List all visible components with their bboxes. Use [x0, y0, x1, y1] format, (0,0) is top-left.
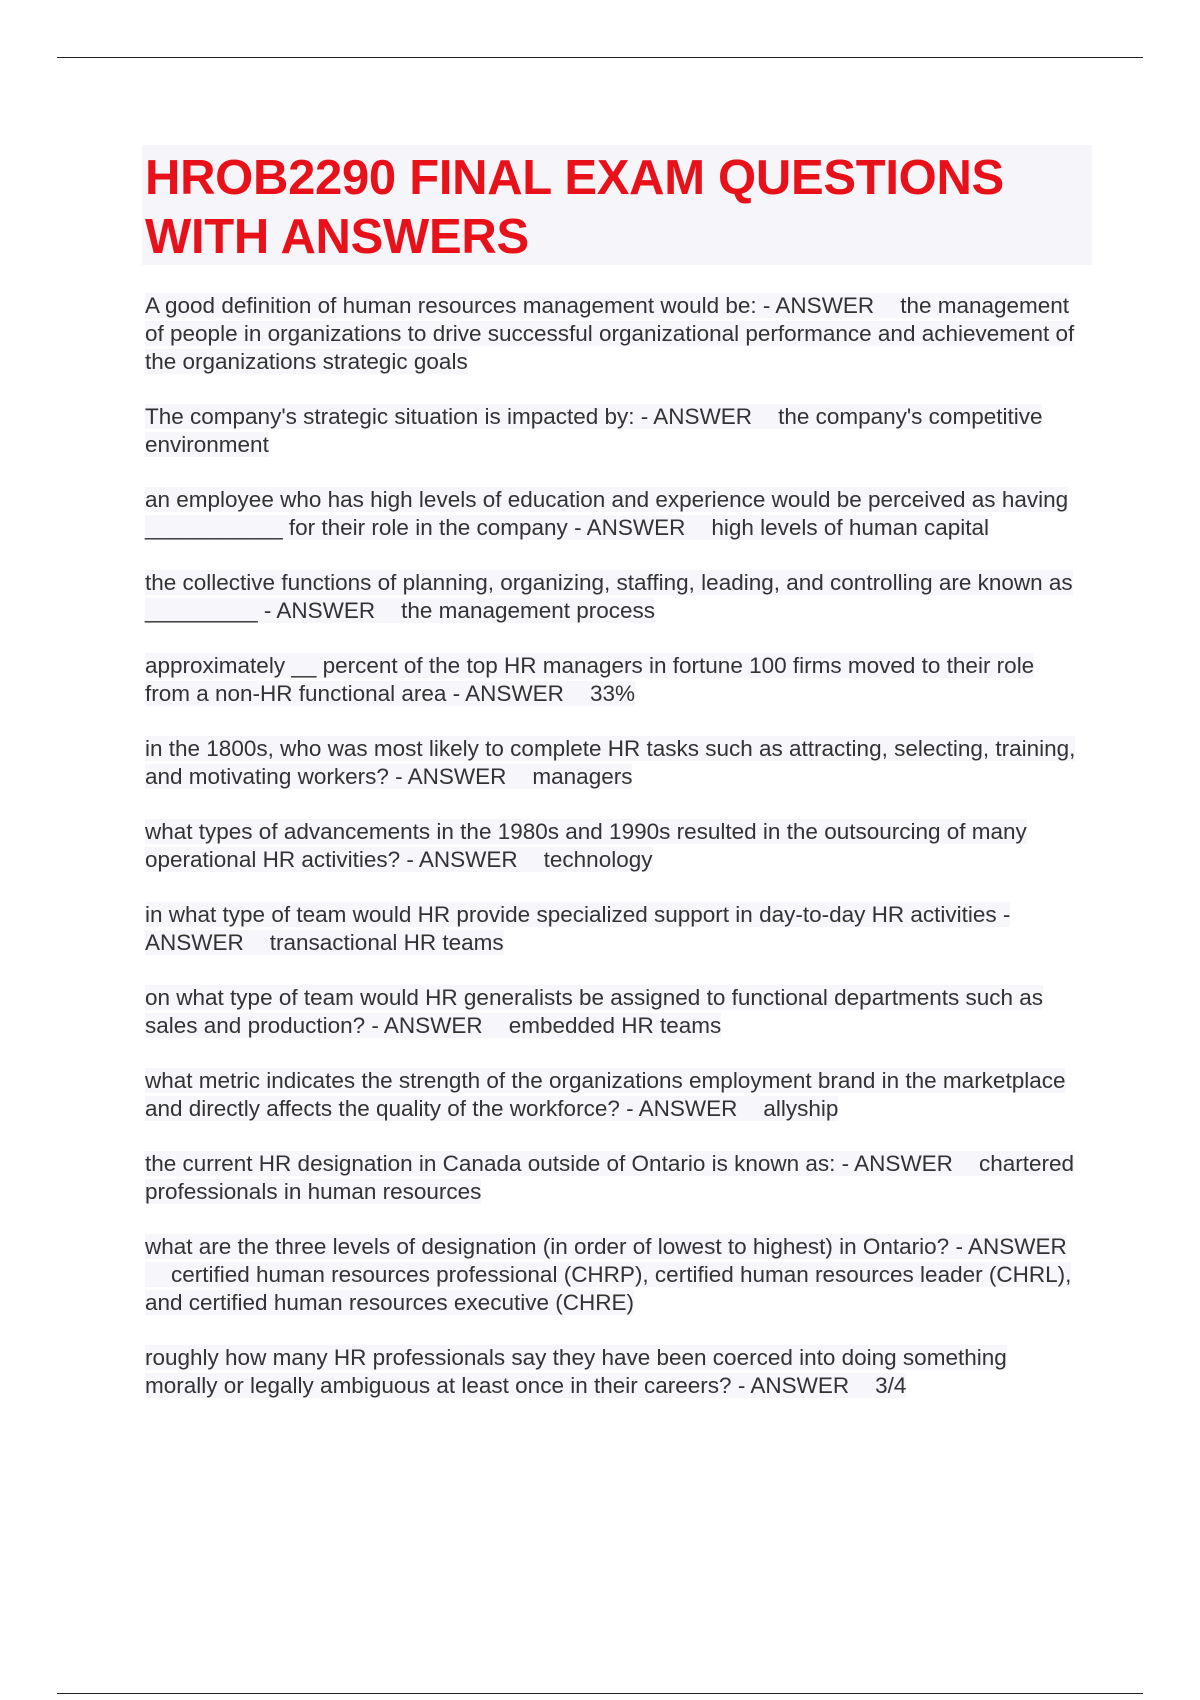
answer-text: the management process [401, 598, 656, 623]
qa-item [145, 1067, 1085, 1123]
answer-marker: - ANSWER [737, 1373, 850, 1398]
answer-text: the company's competitive environment [145, 404, 1043, 457]
bottom-rule [57, 1693, 1143, 1694]
qa-item [145, 818, 1085, 874]
question-text: A good definition of human resources management would be: [145, 293, 757, 318]
question-text: approximately __ percent of the top HR managers in fortune 100 firms moved to their role from a non-HR functional area [145, 653, 1035, 706]
qa-item [145, 901, 1085, 957]
top-rule [57, 57, 1143, 58]
qa-text [145, 1151, 1074, 1204]
answer-marker: - ANSWER [841, 1151, 953, 1176]
answer-marker: - ANSWER [145, 902, 1011, 955]
question-text: roughly how many HR professionals say they have been coerced into doing something morally or legally ambiguous at least once in their careers? [145, 1345, 1007, 1398]
answer-marker: - ANSWER [452, 681, 564, 706]
answer-marker: - ANSWER [762, 293, 875, 318]
qa-text [145, 293, 1074, 374]
qa-text [145, 653, 1034, 706]
title-line-1: HROB2290 FINAL EXAM QUESTIONS [145, 151, 1004, 205]
answer-marker: - ANSWER [263, 598, 376, 623]
answer-text: allyship [763, 1096, 839, 1121]
question-text: the collective functions of planning, organizing, staffing, leading, and controlling are known as _________ [145, 570, 1073, 623]
answer-text: high levels of human capital [711, 515, 989, 540]
question-text: The company's strategic situation is impacted by: [145, 404, 635, 429]
qa-item [145, 292, 1085, 376]
answer-marker: - ANSWER [371, 1013, 483, 1038]
answer-marker: - ANSWER [406, 847, 518, 872]
answer-marker: - ANSWER [640, 404, 753, 429]
answer-text: the management of people in organizations to drive successful organizational performance and achievement of the organizations strategic goals [145, 293, 1075, 374]
question-text: in what type of team would HR provide specialized support in day-to-day HR activities [145, 902, 997, 927]
qa-item [145, 984, 1085, 1040]
answer-marker: - ANSWER [395, 764, 507, 789]
qa-item [145, 569, 1085, 625]
answer-text: 3/4 [875, 1373, 907, 1398]
question-text: what are the three levels of designation (in order of lowest to highest) in Ontario? [145, 1234, 950, 1259]
answer-marker: - ANSWER [955, 1234, 1067, 1259]
question-text: what metric indicates the strength of the organizations employment brand in the marketplace and directly affects the quality of the workforce? [145, 1068, 1066, 1121]
qa-item [145, 486, 1085, 542]
answer-text: technology [543, 847, 653, 872]
question-text: what types of advancements in the 1980s and 1990s resulted in the outsourcing of many operational HR activities? [145, 819, 1027, 872]
qa-item [145, 403, 1085, 459]
qa-text [145, 819, 1027, 872]
answer-text: chartered professionals in human resources [145, 1151, 1074, 1204]
question-text: the current HR designation in Canada outside of Ontario is known as: [145, 1151, 836, 1176]
qa-list [145, 292, 1085, 1427]
qa-text [145, 1068, 1066, 1121]
answer-text: managers [532, 764, 633, 789]
title-block [142, 145, 1092, 265]
qa-item [145, 1344, 1085, 1400]
question-text: an employee who has high levels of education and experience would be perceived as having ___________ for their role in the company [145, 487, 1069, 540]
answer-marker: - ANSWER [574, 515, 686, 540]
qa-text [145, 985, 1043, 1038]
qa-text [145, 902, 1010, 955]
qa-text [145, 1234, 1071, 1315]
qa-item [145, 735, 1085, 791]
qa-text [145, 570, 1073, 623]
answer-text: 33% [589, 681, 635, 706]
qa-item [145, 1150, 1085, 1206]
question-text: on what type of team would HR generalists be assigned to functional departments such as sales and production? [145, 985, 1044, 1038]
qa-item [145, 652, 1085, 708]
qa-text [145, 736, 1075, 789]
answer-marker: - ANSWER [626, 1096, 738, 1121]
question-text: in the 1800s, who was most likely to complete HR tasks such as attracting, selecting, training, and motivating workers? [145, 736, 1076, 789]
answer-text: embedded HR teams [508, 1013, 722, 1038]
qa-item [145, 1233, 1085, 1317]
answer-text: certified human resources professional (CHRP), certified human resources leader (CHRL), and certified human resources executive (CHRE) [145, 1262, 1072, 1315]
qa-text [145, 404, 1042, 457]
answer-text: transactional HR teams [269, 930, 504, 955]
qa-text [145, 487, 1068, 540]
qa-text [145, 1345, 1007, 1398]
document-title [145, 149, 1092, 267]
title-line-2: WITH ANSWERS [145, 210, 529, 264]
